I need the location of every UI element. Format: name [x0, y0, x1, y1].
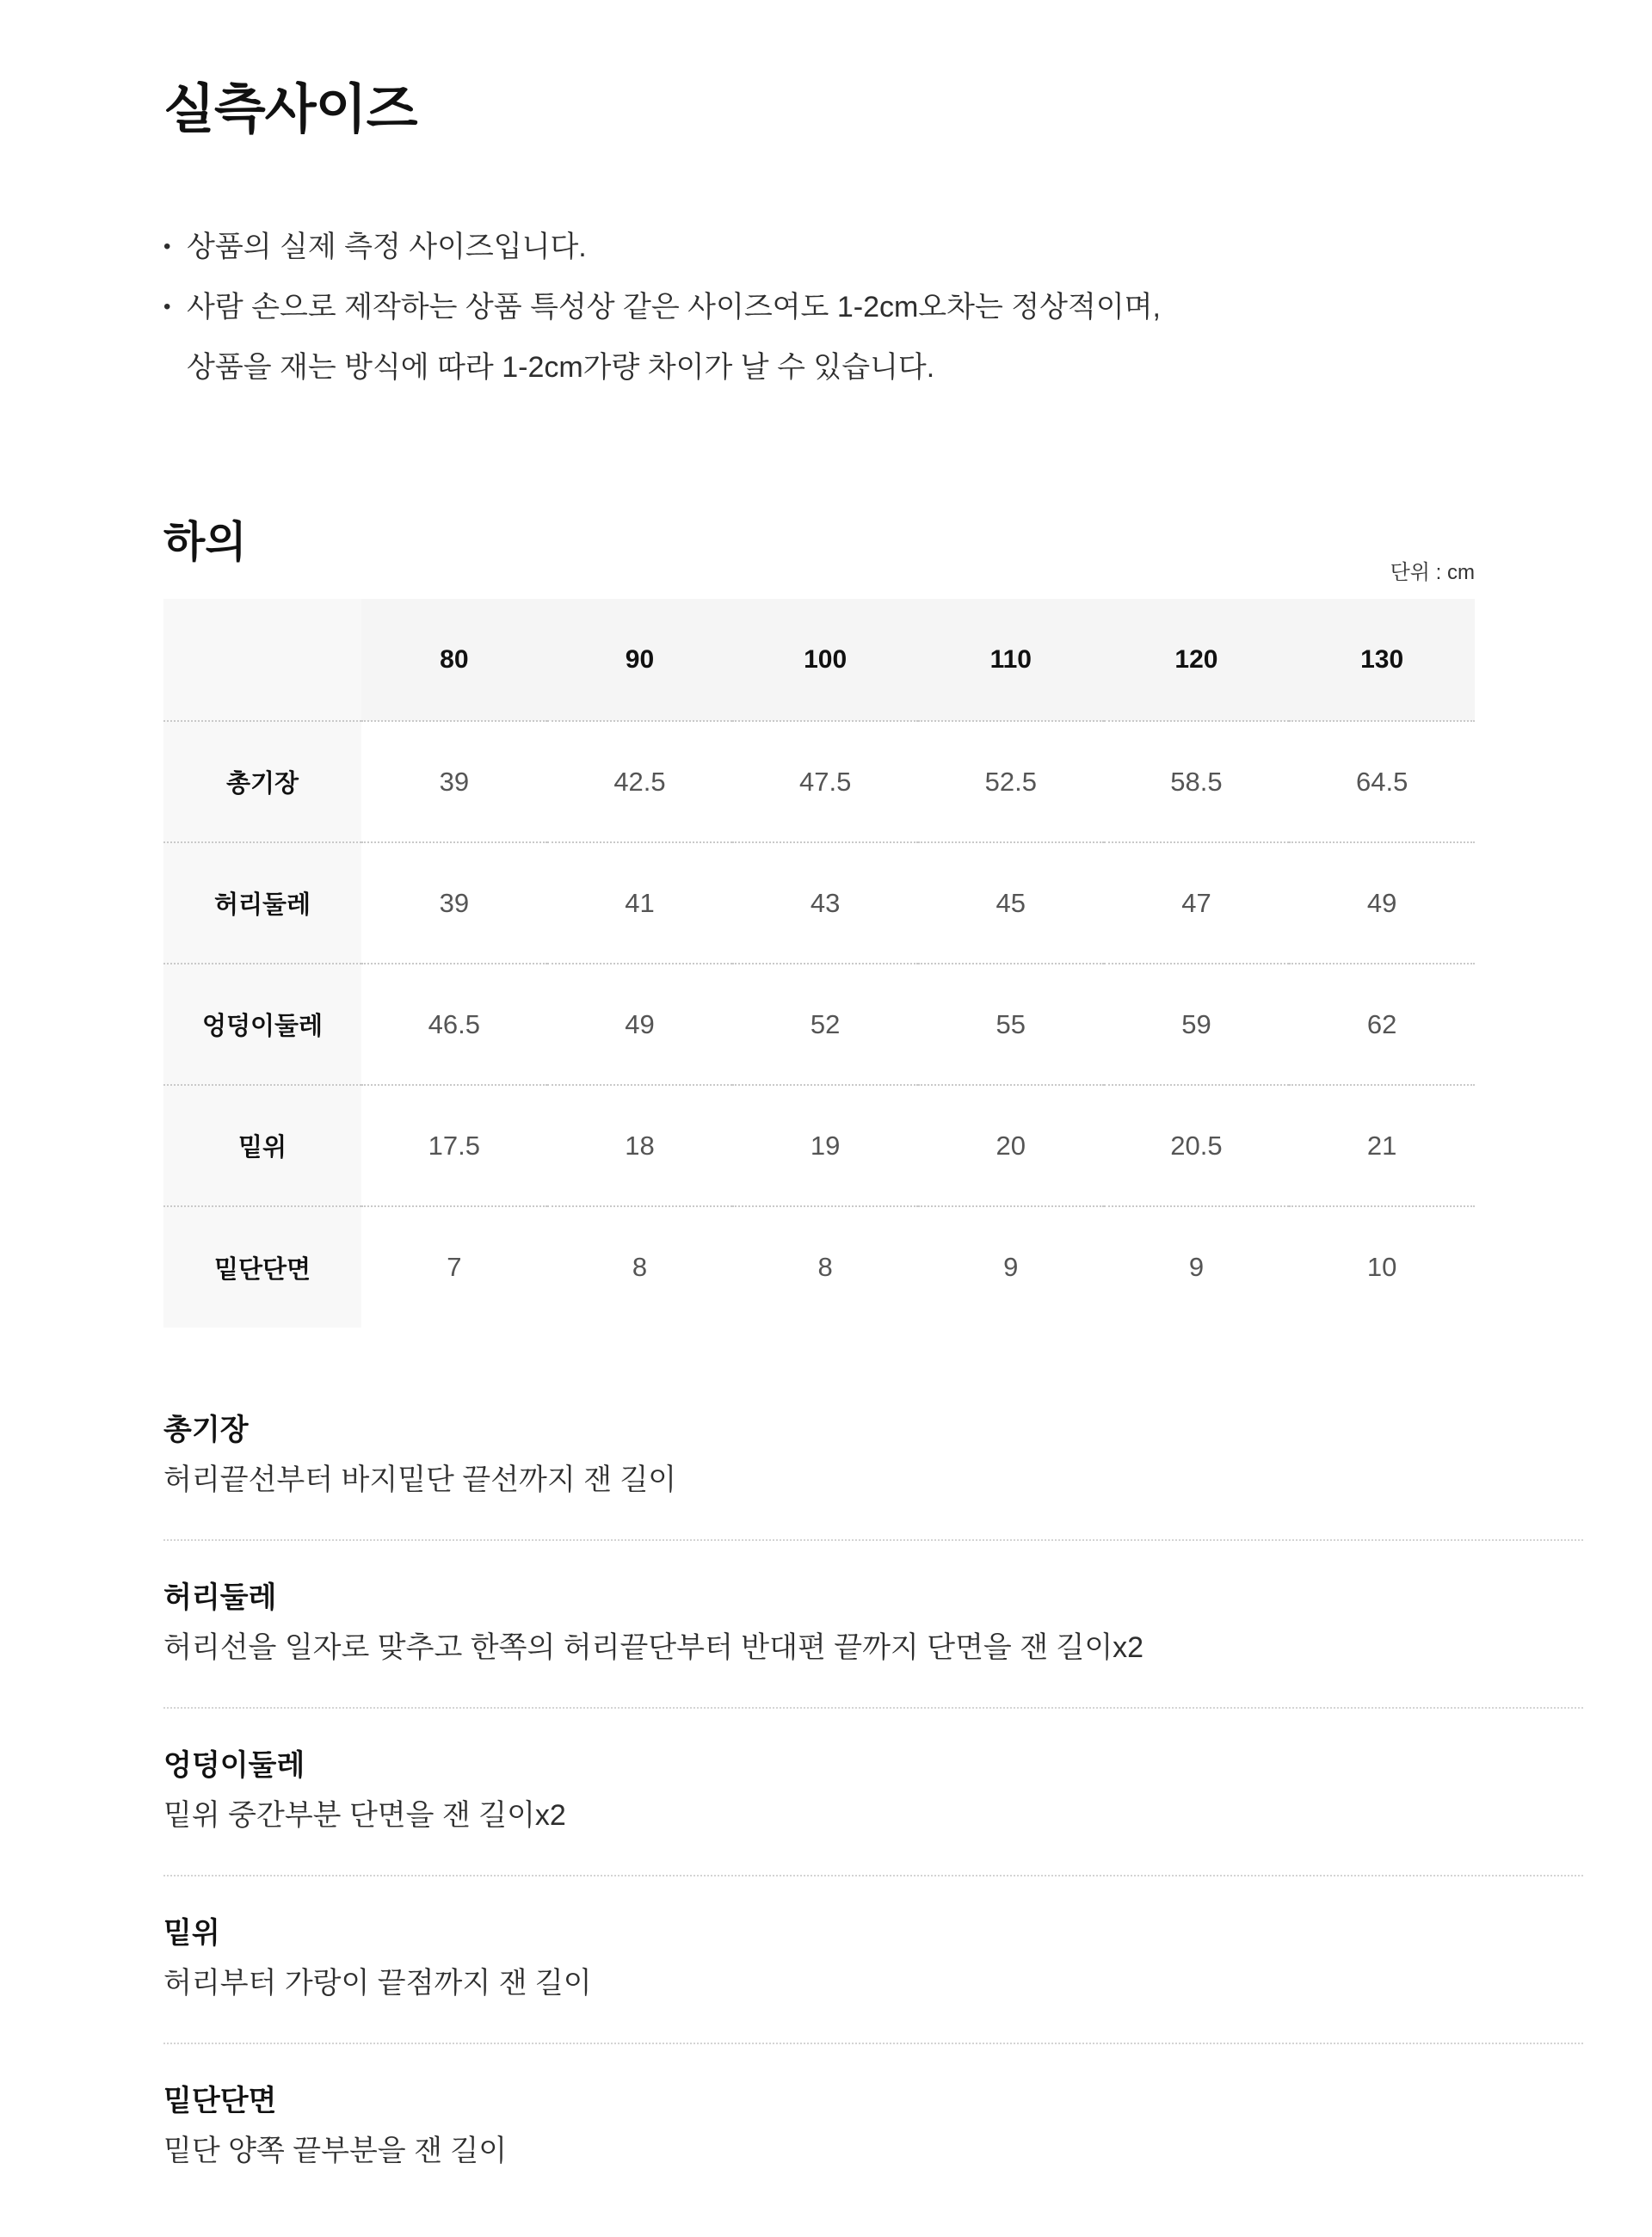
size-column-header: 130	[1289, 599, 1475, 721]
definition-description: 허리부터 가랑이 끝점까지 잰 길이	[163, 1967, 592, 2000]
dotted-divider	[163, 1539, 1583, 1541]
measurement-value-cell: 20.5	[1104, 1085, 1290, 1206]
measurement-value-cell: 10	[1289, 1206, 1475, 1328]
measurement-value-cell: 7	[361, 1206, 547, 1328]
corner-cell	[163, 599, 361, 721]
definition-block	[163, 2080, 1583, 2172]
note-item	[163, 217, 1475, 277]
definition-term: 총기장	[163, 1414, 249, 1446]
dotted-divider	[163, 1707, 1583, 1709]
measurement-value-cell: 43	[732, 842, 918, 964]
definition-description: 허리선을 일자로 맞추고 한쪽의 허리끝단부터 반대편 끝까지 단면을 잰 길이x2	[163, 1631, 1144, 1664]
measurement-value-cell: 20	[918, 1085, 1104, 1206]
note-line: 상품을 재는 방식에 따라 1-2cm가량 차이가 날 수 있습니다.	[187, 351, 935, 384]
section-heading: 하의	[163, 518, 247, 566]
measurement-value-cell: 17.5	[361, 1085, 547, 1206]
size-column-header: 120	[1104, 599, 1290, 721]
size-column-header: 80	[361, 599, 547, 721]
definition-description: 밑위 중간부분 단면을 잰 길이x2	[163, 1799, 566, 1832]
definition-description: 밑단 양쪽 끝부분을 잰 길이	[163, 2135, 508, 2167]
unit-label: 단위 : cm	[1390, 561, 1475, 584]
measurement-label-cell: 총기장	[163, 721, 361, 842]
size-column-header: 90	[547, 599, 733, 721]
note-line: 사람 손으로 제작하는 상품 특성상 같은 사이즈여도 1-2cm오차는 정상적이며,	[187, 291, 1161, 324]
measurement-value-cell: 45	[918, 842, 1104, 964]
measurement-value-cell: 46.5	[361, 964, 547, 1085]
measurement-value-cell: 39	[361, 842, 547, 964]
measurement-value-cell: 64.5	[1289, 721, 1475, 842]
notes-list	[163, 217, 1475, 397]
measurement-value-cell: 59	[1104, 964, 1290, 1085]
measurement-value-cell: 41	[547, 842, 733, 964]
bullet-icon: •	[163, 295, 171, 318]
measurement-value-cell: 62	[1289, 964, 1475, 1085]
measurement-label-cell: 밑단단면	[163, 1206, 361, 1328]
note-item	[163, 277, 1475, 397]
definition-term: 허리둘레	[163, 1581, 277, 1614]
size-table-row	[163, 964, 1475, 1085]
definition-term: 밑위	[163, 1917, 220, 1950]
size-column-header: 100	[732, 599, 918, 721]
measurement-value-cell: 52	[732, 964, 918, 1085]
measurement-value-cell: 49	[547, 964, 733, 1085]
measurement-value-cell: 58.5	[1104, 721, 1290, 842]
measurement-value-cell: 55	[918, 964, 1104, 1085]
definition-block	[163, 1409, 1583, 1501]
dotted-divider	[163, 2043, 1583, 2044]
bullet-icon: •	[163, 235, 171, 258]
definition-description: 허리끝선부터 바지밑단 끝선까지 잰 길이	[163, 1464, 677, 1496]
measurement-value-cell: 9	[918, 1206, 1104, 1328]
size-table-row	[163, 721, 1475, 842]
size-column-header: 110	[918, 599, 1104, 721]
definition-term: 밑단단면	[163, 2085, 277, 2117]
size-table-row	[163, 842, 1475, 964]
note-line: 상품의 실제 측정 사이즈입니다.	[187, 231, 587, 263]
size-table-header-row	[163, 599, 1475, 721]
measurement-value-cell: 47	[1104, 842, 1290, 964]
size-table-row	[163, 1085, 1475, 1206]
measurement-value-cell: 8	[732, 1206, 918, 1328]
measurement-value-cell: 9	[1104, 1206, 1290, 1328]
measurement-label-cell: 밑위	[163, 1085, 361, 1206]
definition-block	[163, 1913, 1583, 2004]
measurement-label-cell: 엉덩이둘레	[163, 964, 361, 1085]
measurement-value-cell: 42.5	[547, 721, 733, 842]
measurement-value-cell: 8	[547, 1206, 733, 1328]
dotted-divider	[163, 1875, 1583, 1876]
measurement-value-cell: 19	[732, 1085, 918, 1206]
size-table	[163, 599, 1475, 1328]
definitions	[163, 1409, 1583, 2172]
definition-block	[163, 1745, 1583, 1836]
size-table-row	[163, 1206, 1475, 1328]
measurement-value-cell: 52.5	[918, 721, 1104, 842]
definition-term: 엉덩이둘레	[163, 1749, 305, 1782]
section-header-row	[163, 518, 1475, 584]
measurement-value-cell: 39	[361, 721, 547, 842]
size-table-body	[163, 721, 1475, 1328]
size-guide-section	[163, 0, 1475, 2172]
measurement-label-cell: 허리둘레	[163, 842, 361, 964]
measurement-value-cell: 49	[1289, 842, 1475, 964]
measurement-value-cell: 21	[1289, 1085, 1475, 1206]
page-title: 실측사이즈	[163, 80, 417, 139]
measurement-value-cell: 47.5	[732, 721, 918, 842]
measurement-value-cell: 18	[547, 1085, 733, 1206]
definition-block	[163, 1577, 1583, 1668]
